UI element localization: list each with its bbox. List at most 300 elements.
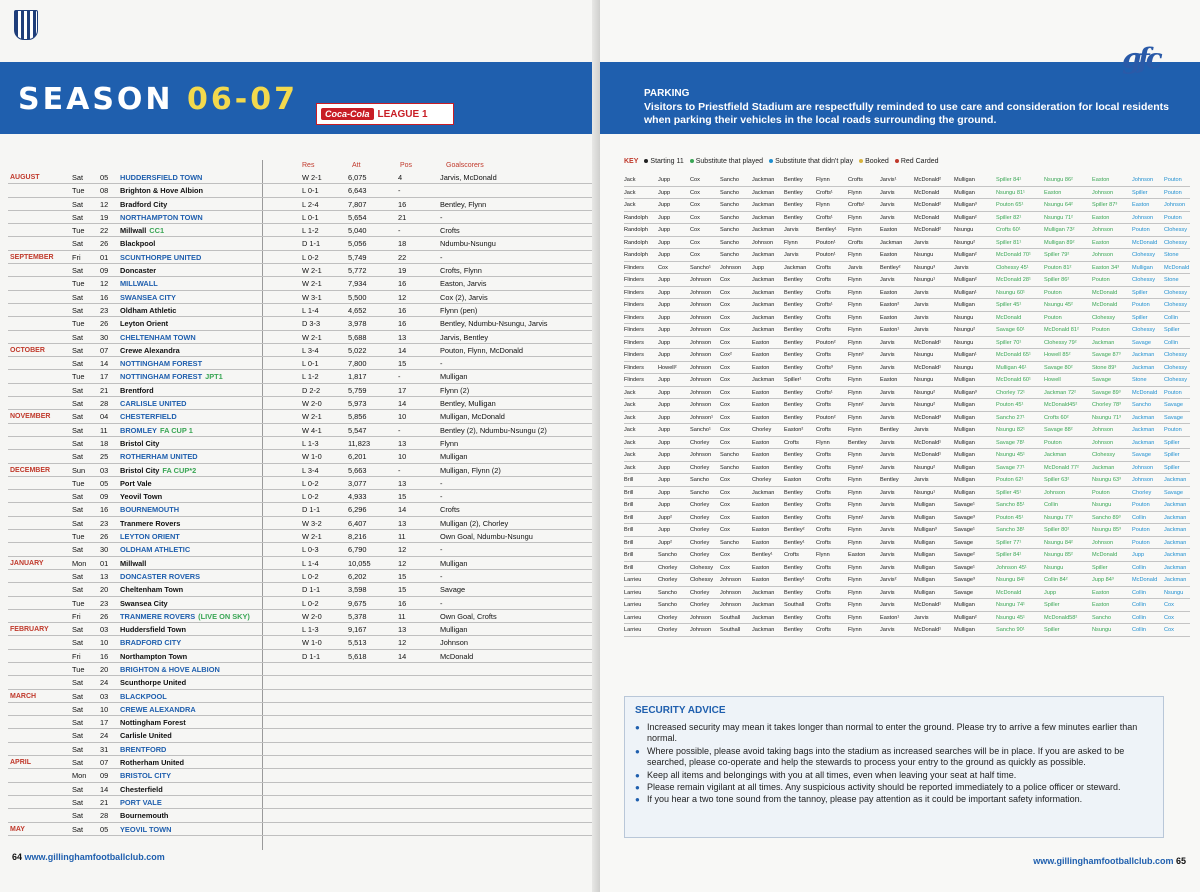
- fixture-date: 01: [100, 252, 109, 262]
- lineup-player: Flynn: [848, 252, 862, 258]
- lineup-player: Flynn: [848, 452, 862, 458]
- fixture-opponent: [120, 264, 156, 277]
- lineup-player: Chorley: [658, 614, 678, 621]
- fixture-goalscorers: Flynn: [440, 438, 459, 448]
- lineup-player: Pouton: [1092, 277, 1110, 283]
- fixture-row: [8, 344, 594, 357]
- fixture-row: [8, 530, 594, 543]
- fixture-date: 16: [100, 292, 109, 302]
- fixture-goalscorers: Crofts, Flynn: [440, 266, 482, 276]
- lineup-player: McDonald: [1164, 264, 1190, 271]
- lineup-player: Nsungu 71³: [1092, 414, 1121, 421]
- lineup-player: Flynn: [848, 527, 862, 533]
- fixture-day: Mon: [72, 558, 87, 568]
- lineup-row: [624, 374, 1190, 387]
- fixture-date: 20: [100, 664, 109, 674]
- lineup-player: Flinders: [624, 327, 644, 333]
- lineup-player: Howell²: [658, 364, 677, 371]
- fixture-date: 09: [100, 266, 109, 276]
- lineup-player: Nsungu 45²: [1044, 302, 1073, 308]
- fixture-position: 14: [398, 345, 407, 355]
- fixture-opponent-name: Doncaster: [120, 266, 157, 276]
- fixture-date: 04: [100, 412, 109, 422]
- lineup-player: Pouton: [1092, 489, 1110, 496]
- fixture-result: W 2-1: [302, 266, 322, 276]
- lineup-player: Cox: [720, 514, 730, 521]
- fixture-position: 16: [398, 319, 407, 329]
- left-footer-url[interactable]: www.gillinghamfootballclub.com: [24, 852, 165, 862]
- fixture-row: [8, 264, 594, 277]
- fixture-result: D 2-2: [302, 385, 321, 395]
- fixture-date: 23: [100, 598, 109, 608]
- fixture-goalscorers: Bentley, Ndumbu-Nsungu, Jarvis: [440, 319, 548, 329]
- lineup-player: Crofts 60²: [1044, 414, 1069, 421]
- fixture-date: 09: [100, 771, 109, 781]
- lineup-row: [624, 437, 1190, 450]
- lineup-player: Jack: [624, 427, 636, 433]
- key-item: [644, 158, 683, 165]
- fixture-position: -: [398, 465, 401, 475]
- fixture-day: Sat: [72, 718, 84, 728]
- lineup-player: Johnson: [690, 452, 712, 458]
- fixture-attendance: 6,407: [348, 518, 367, 528]
- fixture-day: Fri: [72, 651, 81, 661]
- lineup-player: Nsungu 45¹: [996, 452, 1025, 458]
- fixture-date: 16: [100, 651, 109, 661]
- left-page-number: 64: [12, 852, 23, 862]
- fixture-row: [8, 823, 594, 836]
- fixture-opponent-name: MILLWALL: [120, 279, 158, 289]
- lineup-player: Nsungu 74¹: [996, 602, 1025, 608]
- fixture-opponent-name: Leyton Orient: [120, 319, 169, 329]
- lineup-player: Clohessy: [1164, 302, 1188, 308]
- lineup-player: Howell 85²: [1044, 352, 1071, 358]
- fixture-goalscorers: Easton, Jarvis: [440, 279, 487, 289]
- fixture-result: L 1-2: [302, 372, 319, 382]
- key-dot-icon: [859, 159, 863, 163]
- lineup-player: Spiller 70¹: [996, 339, 1022, 346]
- fixture-day: Tue: [72, 664, 85, 674]
- lineup-player: Flinders: [624, 264, 644, 271]
- lineup-player: Crofts: [816, 589, 831, 596]
- lineup-player: Jupp 84³: [1092, 577, 1114, 583]
- lineup-player: Easton: [752, 577, 770, 583]
- fixture-month: OCTOBER: [10, 346, 45, 354]
- fixture-goalscorers: Cox (2), Jarvis: [440, 292, 488, 302]
- lineup-player: Mulligan: [954, 489, 975, 496]
- lineup-player: Sancho: [720, 252, 739, 258]
- lineup-player: Flynn: [848, 589, 862, 596]
- fixture-goalscorers: Bentley, Mulligan: [440, 399, 496, 409]
- lineup-player: Pouton: [1164, 214, 1182, 221]
- lineup-player: Southall: [720, 627, 741, 633]
- lineup-player: Jarvis: [880, 389, 895, 396]
- lineup-row: [624, 412, 1190, 425]
- lineup-player: Jarvis¹: [880, 177, 897, 183]
- lineup-player: Pouton: [1092, 327, 1110, 333]
- fixture-position: 19: [398, 266, 407, 276]
- fixture-opponent: [120, 769, 171, 782]
- fixture-opponent-name: Cheltenham Town: [120, 585, 184, 595]
- lineup-player: Jackman: [752, 289, 775, 296]
- fixture-date: 25: [100, 452, 109, 462]
- league-badge-text: LEAGUE 1: [377, 108, 428, 120]
- lineup-player: Nsungu 81¹: [996, 189, 1025, 196]
- fixture-opponent: [120, 716, 186, 729]
- fixture-attendance: 5,513: [348, 638, 367, 648]
- fixture-day: Sat: [72, 797, 84, 807]
- lineup-player: Sancho: [690, 489, 709, 496]
- lineup-player: Jackman: [1164, 539, 1187, 546]
- lineup-player: Mulligan: [914, 552, 935, 558]
- fixture-opponent: [120, 729, 172, 742]
- fixture-result: L 0-1: [302, 359, 319, 369]
- lineup-player: Bentley: [784, 464, 803, 471]
- lineup-player: Johnson: [690, 277, 712, 283]
- lineup-player: Easton: [752, 439, 770, 446]
- lineup-player: Pouton: [1164, 177, 1182, 183]
- lineup-player: Chorley: [658, 577, 678, 583]
- fixture-row: [8, 676, 594, 689]
- lineup-player: Jarvis: [880, 514, 895, 521]
- lineup-player: Jack: [624, 389, 636, 396]
- fixture-opponent: [120, 304, 176, 317]
- lineup-player: Pouton 62¹: [996, 477, 1024, 483]
- lineup-player: Pouton 81²: [1044, 264, 1072, 271]
- fixture-attendance: 5,056: [348, 239, 367, 249]
- lineup-player: Spiller 63²: [1044, 477, 1070, 483]
- fixture-attendance: 5,749: [348, 252, 367, 262]
- fixture-row: [8, 277, 594, 290]
- lineup-player: Jack: [624, 402, 636, 408]
- lineup-player: Mulligan: [954, 427, 975, 433]
- lineup-player: Flynn: [848, 427, 862, 433]
- lineup-player: Jupp: [658, 502, 671, 508]
- lineup-player: Bentley: [848, 439, 867, 446]
- lineup-player: Sancho 89³: [1092, 514, 1121, 521]
- lineup-player: Brill: [624, 514, 634, 521]
- lineup-player: Clohessy: [1132, 277, 1156, 283]
- fixture-date: 12: [100, 199, 109, 209]
- lineup-player: Easton: [880, 289, 898, 296]
- lineup-player: Crofts: [816, 602, 831, 608]
- lineup-player: Spiller 81¹: [996, 239, 1022, 246]
- lineup-player: Mulligan: [914, 514, 935, 521]
- lineup-player: Flynn: [848, 289, 862, 296]
- lineup-player: Pouton¹: [816, 252, 836, 258]
- lineup-player: Sancho: [720, 539, 739, 546]
- fixture-goalscorers: Mulligan, McDonald: [440, 412, 505, 422]
- col-res-header: Res: [302, 162, 315, 169]
- lineup-player: Cox: [720, 327, 730, 333]
- parking-title: PARKING: [644, 88, 690, 99]
- fixture-month: JANUARY: [10, 559, 44, 567]
- lineup-player: Mulligan: [954, 302, 975, 308]
- lineup-row: [624, 362, 1190, 375]
- fixture-result: D 1-1: [302, 585, 321, 595]
- lineup-player: Bentley: [784, 364, 803, 371]
- lineup-player: Bentley: [784, 177, 803, 183]
- lineup-player: McDonald¹: [914, 627, 942, 633]
- lineup-player: Johnson: [690, 302, 712, 308]
- lineup-row: [624, 587, 1190, 600]
- fixture-attendance: 3,978: [348, 319, 367, 329]
- fixture-date: 14: [100, 784, 109, 794]
- lineup-player: Nsungu: [1092, 502, 1112, 508]
- fixture-opponent-name: CARLISLE UNITED: [120, 399, 187, 409]
- lineup-player: Nsungu 85²: [1044, 552, 1073, 558]
- fixture-date: 30: [100, 545, 109, 555]
- lineup-player: Jarvis: [880, 539, 895, 546]
- club-crest-icon: [14, 10, 38, 40]
- lineup-player: Flynn: [848, 477, 862, 483]
- fixture-position: 15: [398, 359, 407, 369]
- lineup-player: Jarvis: [914, 427, 929, 433]
- lineup-player: Chorley: [690, 514, 710, 521]
- lineup-player: Jupp: [658, 527, 671, 533]
- lineup-row: [624, 487, 1190, 500]
- fixture-opponent: [120, 384, 154, 397]
- lineup-player: McDonald 70¹: [996, 252, 1031, 258]
- fixture-attendance: 5,500: [348, 292, 367, 302]
- lineup-player: Sancho: [1092, 614, 1111, 621]
- fixture-date: 20: [100, 585, 109, 595]
- lineup-player: Bentley: [784, 489, 803, 496]
- lineup-player: Crofts 60¹: [996, 227, 1021, 233]
- fixture-day: Sat: [72, 438, 84, 448]
- fixture-attendance: 6,201: [348, 452, 367, 462]
- fixture-opponent-name: SWANSEA CITY: [120, 292, 176, 302]
- fixture-row: [8, 517, 594, 530]
- lineup-player: Johnson: [752, 239, 774, 246]
- lineup-key: [624, 158, 939, 165]
- fixture-opponent-name: Nottingham Forest: [120, 718, 186, 728]
- lineup-player: Pouton 65¹: [996, 202, 1024, 208]
- lineup-player: Jarvis: [914, 302, 929, 308]
- fixture-row: [8, 357, 594, 370]
- lineup-player: Crofts: [784, 439, 799, 446]
- lineup-player: Bentley¹: [784, 539, 805, 546]
- lineup-player: Jackman: [1132, 364, 1155, 371]
- fixture-position: 15: [398, 585, 407, 595]
- lineup-player: Jackman: [880, 239, 903, 246]
- lineup-player: Jackman: [752, 227, 775, 233]
- lineup-player: Jackman: [1164, 552, 1187, 558]
- fixture-goalscorers: Bentley (2), Ndumbu-Nsungu (2): [440, 425, 547, 435]
- lineup-player: Johnson: [1132, 177, 1154, 183]
- lineup-row: [624, 499, 1190, 512]
- fixture-day: Sat: [72, 199, 84, 209]
- lineup-player: Crofts: [816, 539, 831, 546]
- lineup-player: Randolph: [624, 252, 648, 258]
- fixture-result: D 1-1: [302, 239, 321, 249]
- key-item-label: Substitute that didn't play: [775, 158, 854, 165]
- lineup-player: Savage 88²: [1044, 427, 1073, 433]
- lineup-player: Clohessy 79²: [1044, 339, 1077, 346]
- lineup-player: Easton: [1092, 589, 1110, 596]
- lineup-player: Savage: [1164, 402, 1183, 408]
- lineup-player: Mulligan 46¹: [996, 364, 1027, 371]
- lineup-player: Easton¹: [880, 614, 900, 621]
- fixture-day: Tue: [72, 478, 85, 488]
- fixture-row: [8, 477, 594, 490]
- lineup-player: Crofts: [816, 627, 831, 633]
- fixture-position: 16: [398, 199, 407, 209]
- fixture-result: L 3-4: [302, 465, 319, 475]
- fixture-result: L 1-3: [302, 625, 319, 635]
- lineup-player: Jarvis: [880, 352, 895, 358]
- lineup-player: Cox: [720, 277, 730, 283]
- fixture-position: -: [398, 186, 401, 196]
- lineup-player: Spiller: [1092, 564, 1108, 571]
- lineup-player: Bentley: [784, 402, 803, 408]
- lineup-player: Pouton: [1044, 314, 1062, 321]
- lineup-player: Spiller: [1044, 627, 1060, 633]
- fixture-day: Tue: [72, 319, 85, 329]
- lineup-player: Cox: [720, 314, 730, 321]
- lineup-player: Johnson 45¹: [996, 564, 1027, 571]
- lineup-player: Crofts: [848, 177, 863, 183]
- fixture-opponent-name: YEOVIL TOWN: [120, 824, 172, 834]
- fixture-day: Sat: [72, 425, 84, 435]
- fixture-opponent-name: PORT VALE: [120, 797, 162, 807]
- fixture-opponent-name: BRISTOL CITY: [120, 771, 172, 781]
- fixture-position: 13: [398, 438, 407, 448]
- lineup-player: McDonald²: [914, 177, 942, 183]
- lineup-player: Jack: [624, 439, 636, 446]
- fixture-attendance: 1,817: [348, 372, 367, 382]
- lineup-player: Cox: [1164, 602, 1174, 608]
- fixture-position: 13: [398, 478, 407, 488]
- fixture-row: [8, 543, 594, 556]
- lineup-player: Cox²: [720, 352, 732, 358]
- fixture-position: -: [398, 372, 401, 382]
- fixture-position: 14: [398, 651, 407, 661]
- lineup-player: Easton²: [784, 427, 804, 433]
- fixture-competition: FA CUP 1: [159, 425, 193, 435]
- fixture-attendance: 11,823: [348, 438, 371, 448]
- fixture-day: Sat: [72, 704, 84, 714]
- fixture-position: 18: [398, 239, 407, 249]
- lineup-player: McDonald²: [914, 227, 942, 233]
- lineup-row: [624, 174, 1190, 187]
- lineup-player: Spiller 79²: [1044, 252, 1070, 258]
- fixture-day: Fri: [72, 252, 81, 262]
- lineup-player: Clohessy: [690, 577, 714, 583]
- lineup-player: Mulligan: [954, 477, 975, 483]
- lineup-player: Spiller 87³: [1092, 202, 1118, 208]
- fixture-goalscorers: Mulligan (2), Chorley: [440, 518, 509, 528]
- lineup-player: Jarvis: [914, 477, 929, 483]
- lineup-player: Jarvis: [914, 614, 929, 621]
- fixtures-table: [8, 160, 594, 836]
- fixture-opponent-name: BRADFORD CITY: [120, 638, 182, 648]
- lineup-player: Stone: [1164, 277, 1179, 283]
- lineup-player: Sancho: [720, 202, 739, 208]
- lineup-player: Bentley: [784, 352, 803, 358]
- lineup-player: Flynn: [848, 364, 862, 371]
- lineup-player: Mulligan: [914, 589, 935, 596]
- lineup-player: Nsungu 45¹: [996, 614, 1025, 621]
- fixture-competition: FA CUP*2: [162, 465, 197, 475]
- lineup-player: Jackman: [752, 177, 775, 183]
- lineup-player: Nsungu²: [914, 402, 936, 408]
- lineup-player: Crofts¹: [848, 202, 865, 208]
- lineup-player: Easton: [752, 564, 770, 571]
- fixture-position: 13: [398, 332, 407, 342]
- security-item: ● Please remain vigilant at all times. Any suspicious activity should be reported immediately to a police officer or steward.: [635, 782, 1153, 793]
- fixture-row: [8, 291, 594, 304]
- lineup-player: Jupp: [658, 452, 671, 458]
- lineup-player: Spiller 80²: [1044, 527, 1070, 533]
- lineup-player: Easton: [1092, 177, 1110, 183]
- lineup-player: Easton: [752, 464, 770, 471]
- fixture-opponent-name: Bristol City: [120, 465, 160, 475]
- fixture-result: W 1-0: [302, 638, 322, 648]
- fixture-day: Sat: [72, 305, 84, 315]
- fixture-opponent: [120, 277, 158, 290]
- lineup-player: Mulligan²: [954, 614, 977, 621]
- fixture-row: [8, 251, 594, 264]
- lineup-player: Easton: [752, 514, 770, 521]
- lineup-player: Pouton: [1164, 189, 1182, 196]
- lineup-player: Mulligan: [954, 439, 975, 446]
- lineup-player: Jack: [624, 464, 636, 471]
- lineup-player: Flynn: [784, 239, 798, 246]
- lineup-player: Johnson: [1132, 464, 1154, 471]
- fixture-day: Tue: [72, 186, 85, 196]
- fixture-opponent: [120, 570, 200, 583]
- lineup-player: Easton: [752, 414, 770, 421]
- lineup-player: Johnson: [690, 377, 712, 383]
- lineup-player: Easton: [880, 252, 898, 258]
- fixture-result: W 2-1: [302, 279, 322, 289]
- lineup-player: Pouton: [1132, 539, 1150, 546]
- lineup-player: Jarvis: [880, 452, 895, 458]
- fixture-attendance: 6,202: [348, 571, 367, 581]
- fixture-row: [8, 490, 594, 503]
- lineup-player: Johnson: [1092, 227, 1114, 233]
- lineup-player: Cox: [720, 302, 730, 308]
- lineup-player: Flynn: [848, 189, 862, 196]
- fixture-opponent: [120, 477, 152, 490]
- fixture-opponent-name: Carlisle United: [120, 731, 172, 741]
- lineup-player: Jupp: [658, 252, 671, 258]
- fixture-attendance: 5,618: [348, 651, 367, 661]
- lineup-player: Brill: [624, 489, 634, 496]
- fixture-row: [8, 237, 594, 250]
- lineup-player: Cox: [690, 202, 700, 208]
- fixture-result: L 0-2: [302, 478, 319, 488]
- fixture-opponent-name: Port Vale: [120, 478, 152, 488]
- right-footer-url[interactable]: www.gillinghamfootballclub.com: [1033, 856, 1174, 866]
- fixture-attendance: 8,216: [348, 532, 367, 542]
- lineup-player: Jarvis: [880, 552, 895, 558]
- fixture-position: 13: [398, 518, 407, 528]
- lineup-player: Cox: [720, 439, 730, 446]
- lineup-player: Randolph: [624, 214, 648, 221]
- key-item-label: Red Carded: [900, 158, 939, 165]
- fixture-opponent-name: Chesterfield: [120, 784, 163, 794]
- lineup-player: Jackman: [752, 189, 775, 196]
- lineup-player: Jupp: [658, 227, 671, 233]
- lineup-player: Jarvis: [880, 464, 895, 471]
- lineup-player: Savage: [1132, 452, 1151, 458]
- fixture-opponent: [120, 171, 202, 184]
- fixture-result: L 1-4: [302, 305, 319, 315]
- lineup-player: Larrieu: [624, 577, 642, 583]
- lineup-player: Easton¹: [880, 327, 900, 333]
